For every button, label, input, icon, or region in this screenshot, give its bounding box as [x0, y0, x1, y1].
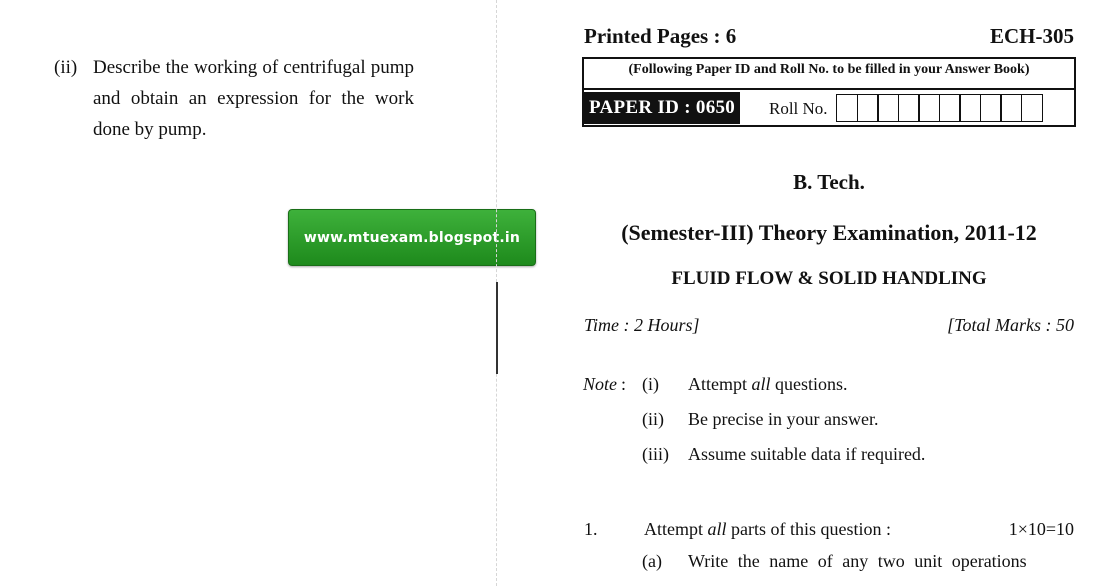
- question-1-marks: 1×10=10: [1008, 519, 1074, 539]
- subject-title: FLUID FLOW & SOLID HANDLING: [671, 268, 987, 289]
- note-item-text: Attempt: [688, 374, 752, 394]
- printed-pages: Printed Pages : 6: [584, 24, 737, 48]
- note-item-number: (i): [642, 374, 659, 394]
- roll-number-box: [1000, 94, 1022, 122]
- roll-number-box: [1021, 94, 1043, 122]
- question-1-number: 1.: [584, 519, 598, 539]
- website-banner-text: www.mtuexam.blogspot.in: [303, 229, 521, 246]
- left-question: [54, 52, 414, 145]
- question-1a-text: Write the name of any two unit operations: [688, 551, 1027, 571]
- note-colon: :: [621, 374, 627, 394]
- question-1-text-end: parts of this question :: [726, 519, 892, 539]
- exam-duration: Time : 2 Hours]: [584, 315, 700, 335]
- question-1-emphasis: all: [707, 519, 727, 539]
- note-label: Note: [583, 374, 617, 394]
- note-item: [642, 409, 878, 430]
- roll-number-box: [877, 94, 899, 122]
- question-1-text-start: Attempt: [644, 519, 708, 539]
- paper-id-box: [582, 57, 1076, 127]
- id-box-divider: [584, 88, 1074, 90]
- total-marks: [Total Marks : 50: [947, 315, 1074, 335]
- note-item-text: Be precise in your answer.: [688, 409, 879, 429]
- left-question-text: Describe the working of centrifugal pump and obtain an expression for the work done by pump.: [93, 57, 414, 140]
- page-fold-mark: [496, 282, 498, 374]
- note-item-text: Assume suitable data if required.: [688, 444, 926, 464]
- note-item: [642, 444, 925, 465]
- degree-title: B. Tech.: [793, 170, 865, 194]
- roll-number-box: [918, 94, 940, 122]
- note-item-emphasis: all: [751, 374, 771, 394]
- note-item-number: (ii): [642, 409, 664, 429]
- roll-number-label: Roll No.: [769, 99, 828, 118]
- roll-number-boxes: [836, 94, 1041, 122]
- left-question-number: (ii): [54, 57, 78, 78]
- answer-book-instruction: (Following Paper ID and Roll No. to be filled in your Answer Book): [628, 62, 1030, 77]
- roll-number-box: [939, 94, 961, 122]
- question-1a-number: (a): [642, 551, 662, 571]
- question-1-text: [644, 519, 891, 540]
- roll-number-box: [836, 94, 858, 122]
- roll-number-box: [857, 94, 879, 122]
- paper-code: ECH-305: [990, 24, 1074, 48]
- website-banner-link[interactable]: [288, 209, 536, 266]
- exam-title: (Semester-III) Theory Examination, 2011-12: [621, 220, 1037, 245]
- roll-number-box: [959, 94, 981, 122]
- note-item-number: (iii): [642, 444, 669, 464]
- note-item-text-end: questions.: [770, 374, 848, 394]
- note-item: [642, 374, 848, 395]
- question-1a: [642, 551, 1076, 572]
- roll-number-box: [980, 94, 1002, 122]
- roll-number-box: [898, 94, 920, 122]
- paper-id: PAPER ID : 0650: [584, 92, 740, 124]
